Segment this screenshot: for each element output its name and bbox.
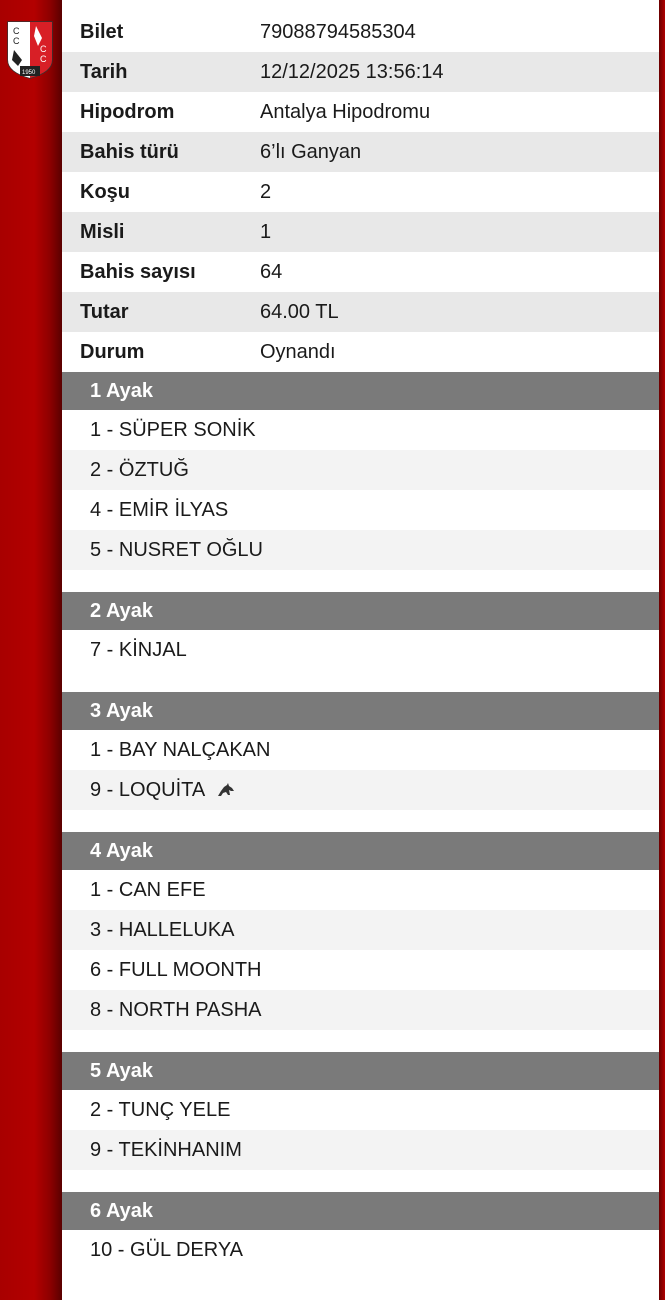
info-label: Bilet xyxy=(80,20,124,43)
leg-spacer xyxy=(62,670,659,692)
horse-row xyxy=(62,950,659,990)
horse-row xyxy=(62,1130,659,1170)
leg-spacer xyxy=(62,1170,659,1192)
info-row xyxy=(62,172,659,212)
info-value: 64.00 TL xyxy=(260,300,339,323)
leg-spacer xyxy=(62,1270,659,1292)
horse-name: 9 - TEKİNHANIM xyxy=(90,1138,242,1161)
info-label: Bahis sayısı xyxy=(80,260,196,283)
left-brand-bar xyxy=(0,0,62,1300)
info-value: 6’lı Ganyan xyxy=(260,140,362,163)
svg-text:C: C xyxy=(13,36,20,46)
ticket-info-table xyxy=(62,12,659,372)
info-label: Misli xyxy=(80,220,125,243)
horse-row xyxy=(62,1090,659,1130)
info-value: Oynandı xyxy=(260,340,336,363)
info-label: Koşu xyxy=(80,180,130,203)
logo-year: 1950 xyxy=(22,70,36,76)
horse-row xyxy=(62,490,659,530)
info-row xyxy=(62,52,659,92)
horse-row xyxy=(62,870,659,910)
horse-row xyxy=(62,990,659,1030)
right-edge-bar xyxy=(659,0,665,1300)
ticket-content xyxy=(62,12,659,1292)
info-row xyxy=(62,212,659,252)
info-row xyxy=(62,12,659,52)
svg-text:C: C xyxy=(40,44,47,54)
leg-header: 2 Ayak xyxy=(62,592,659,630)
info-value: 1 xyxy=(260,220,272,243)
horse-row xyxy=(62,730,659,770)
horse-icon xyxy=(217,783,235,797)
svg-text:C: C xyxy=(40,54,47,64)
club-logo-icon xyxy=(6,20,54,80)
horse-name: 1 - CAN EFE xyxy=(90,878,206,901)
horse-name: 2 - ÖZTUĞ xyxy=(90,458,189,481)
horse-name: 4 - EMİR İLYAS xyxy=(90,498,229,521)
info-row xyxy=(62,332,659,372)
leg-header: 1 Ayak xyxy=(62,372,659,410)
horse-name: 5 - NUSRET OĞLU xyxy=(90,538,263,561)
leg-header: 3 Ayak xyxy=(62,692,659,730)
horse-name: 7 - KİNJAL xyxy=(90,638,187,661)
info-label: Durum xyxy=(80,340,145,363)
horse-name: 8 - NORTH PASHA xyxy=(90,998,262,1021)
horse-row xyxy=(62,1230,659,1270)
horse-name: 6 - FULL MOONTH xyxy=(90,958,262,981)
info-row xyxy=(62,92,659,132)
horse-row xyxy=(62,630,659,670)
horse-name: 9 - LOQUİTA xyxy=(90,778,206,801)
leg-spacer xyxy=(62,570,659,592)
info-row xyxy=(62,132,659,172)
horse-name: 10 - GÜL DERYA xyxy=(90,1238,244,1261)
info-label: Tutar xyxy=(80,300,129,323)
horse-name: 2 - TUNÇ YELE xyxy=(90,1098,231,1121)
info-label: Hipodrom xyxy=(80,100,175,123)
legs-list xyxy=(62,372,659,1292)
info-value: 64 xyxy=(260,260,283,283)
info-label: Tarih xyxy=(80,60,128,83)
horse-name: 1 - SÜPER SONİK xyxy=(90,418,256,441)
leg-spacer xyxy=(62,1030,659,1052)
leg-header: 4 Ayak xyxy=(62,832,659,870)
info-value: 79088794585304 xyxy=(260,20,416,43)
horse-row xyxy=(62,530,659,570)
info-value: 12/12/2025 13:56:14 xyxy=(260,60,444,83)
horse-row xyxy=(62,910,659,950)
svg-text:C: C xyxy=(13,26,20,36)
horse-row xyxy=(62,410,659,450)
leg-spacer xyxy=(62,810,659,832)
horse-name: 1 - BAY NALÇAKAN xyxy=(90,738,271,761)
info-row xyxy=(62,292,659,332)
info-row xyxy=(62,252,659,292)
info-value: Antalya Hipodromu xyxy=(260,100,431,123)
info-label: Bahis türü xyxy=(80,140,179,163)
horse-row xyxy=(62,450,659,490)
info-value: 2 xyxy=(260,180,272,203)
horse-row xyxy=(62,770,659,810)
horse-name: 3 - HALLELUKA xyxy=(90,918,235,941)
leg-header: 5 Ayak xyxy=(62,1052,659,1090)
leg-header: 6 Ayak xyxy=(62,1192,659,1230)
